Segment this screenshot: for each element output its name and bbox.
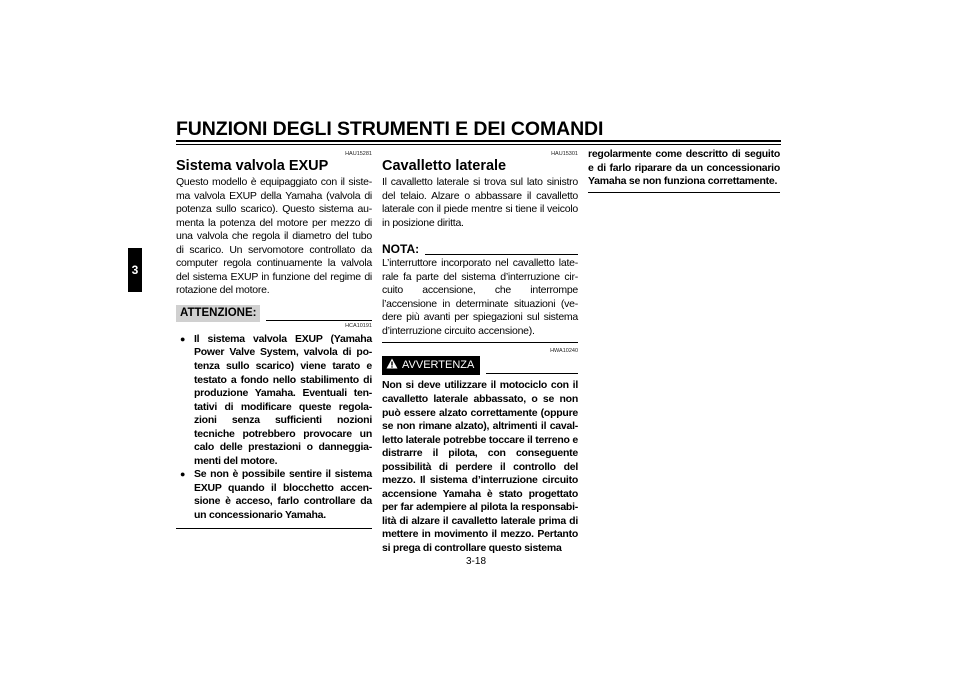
text-line: produzione Yamaha. Eventuali ten- (194, 387, 372, 400)
text-line: ma valvola EXUP della Yamaha (valvola di (176, 189, 372, 202)
text-line: una valvola che regola il diametro del tubo (176, 230, 372, 243)
text-line: Power Valve System, valvola di po- (194, 346, 372, 359)
header-rule (176, 140, 781, 142)
text-line: si prega di controllare questo sistema (382, 542, 562, 555)
text-line: dere più avanti per spiegazioni sul sistema (382, 311, 578, 324)
column-2 (382, 150, 578, 556)
text-line: in posizione diritta. (382, 216, 464, 229)
section-code: HAU15281 (345, 151, 372, 157)
nota-label: NOTA: (382, 242, 420, 257)
page-header-title: FUNZIONI DEGLI STRUMENTI E DEI COMANDI (176, 118, 604, 140)
text-line: un concessionario Yamaha. (194, 509, 326, 522)
list-item (176, 333, 372, 468)
attenzione-label: ATTENZIONE: (176, 305, 260, 322)
text-line: l’accensione in determinate situazioni (ve- (382, 297, 578, 310)
nota-heading (382, 238, 578, 256)
text-line: possibilità di perdere il controllo del (382, 460, 578, 473)
text-line: tenza sullo scarico) viene tarato e (194, 360, 372, 373)
text-line: Il cavalletto laterale si trova sul lato sinistro (382, 176, 578, 188)
nota-paragraph (382, 257, 578, 338)
text-line: rale fa parte del sistema d’interruzione cir- (382, 270, 578, 283)
page-number: 3-18 (466, 556, 487, 567)
attenzione-end-rule (176, 528, 372, 529)
bullet-icon: ● (180, 469, 186, 480)
text-line: L’interruttore incorporato nel cavalletto late- (382, 257, 578, 270)
text-line: e di farlo riparare da un concessionario (588, 161, 780, 174)
text-line: Se non è possibile sentire il sistema (194, 468, 372, 481)
exup-paragraph (176, 176, 372, 298)
avvertenza-code: HWA10240 (550, 348, 578, 355)
section-title-exup: Sistema valvola EXUP (176, 158, 329, 174)
text-line: regolarmente come descritto di seguito (588, 148, 780, 160)
attenzione-list (176, 333, 372, 523)
text-line: letto laterale potrebbe toccare il terreno (382, 433, 570, 446)
avvertenza-end-rule (588, 192, 780, 193)
avvertenza-continuation (588, 148, 780, 189)
bullet-text (194, 333, 372, 468)
text-line: Yamaha se non funziona correttamente. (588, 175, 778, 188)
attenzione-rule (266, 320, 372, 321)
text-line: menti del motore. (194, 454, 278, 467)
text-line: cuito accensione, che interrompe (382, 284, 578, 297)
text-line: può essere alzato correttamente (oppure (382, 406, 578, 419)
text-line: potenza sullo scarico). Questo sistema au- (176, 203, 372, 216)
section-code: HAU15301 (551, 151, 578, 157)
text-line: rotazione del motore. (176, 284, 270, 297)
text-line: d’interruzione circuito accensione). (382, 324, 535, 337)
avvertenza-rule (486, 373, 578, 374)
attenzione-heading (176, 304, 372, 322)
text-line: sione è acceso, farlo controllare da (194, 495, 372, 508)
text-line: mettere in movimento il mezzo. Pertanto (382, 528, 578, 541)
avvertenza-label-box (382, 356, 480, 375)
warning-triangle-icon (386, 358, 398, 373)
text-line: tecniche potrebbero provocare un (194, 427, 372, 440)
text-line: mezzo. Il sistema d’interruzione circuito (382, 474, 578, 487)
text-line: testato a fondo nello stabilimento di (194, 373, 372, 386)
text-line: tativi di modificare queste regola- (194, 400, 372, 413)
nota-end-rule (382, 342, 578, 343)
text-line: e distrarre il pilota, con conseguente (382, 433, 579, 460)
text-line: del sistema EXUP in funzione del regime di (176, 270, 372, 283)
attenzione-code: HCA10191 (345, 322, 372, 329)
avvertenza-heading (382, 357, 578, 375)
text-line: calo delle prestazioni o danneggia- (194, 441, 372, 454)
text-line: se non rimane alzato), altrimenti il caval- (382, 420, 578, 433)
text-line: zioni senza sufficienti nozioni (194, 414, 372, 427)
bullet-icon: ● (180, 333, 186, 344)
nota-rule (425, 254, 578, 255)
text-line: del telaio. Alzare o abbassare il cavalletto (382, 189, 578, 202)
text-line: menta la potenza del motore per mezzo di (176, 216, 372, 229)
cavalletto-paragraph (382, 176, 578, 230)
column-1 (176, 150, 372, 529)
bullet-text (194, 468, 372, 522)
text-line: cavalletto laterale abbassato, o se non (382, 393, 578, 406)
text-line: Non si deve utilizzare il motociclo con il (382, 379, 578, 392)
chapter-tab-label: 3 (131, 263, 139, 277)
text-line: per far adempiere al pilota la responsabi- (382, 501, 578, 514)
text-line: accensione Yamaha è stato progettato (382, 487, 578, 500)
text-line: Questo modello è equipaggiato con il siste- (176, 176, 372, 188)
text-line: Il sistema valvola EXUP (Yamaha (194, 332, 372, 345)
text-line: lità di alzare il cavalletto laterale prima di (382, 514, 578, 527)
list-item (176, 468, 372, 522)
text-line: computer regola continuamente la valvola (176, 257, 372, 270)
text-line: EXUP quando il blocchetto accen- (194, 481, 372, 494)
header-rule-thin (176, 144, 781, 145)
chapter-tab (128, 248, 142, 292)
column-3 (588, 148, 780, 193)
text-line: laterale con il piede mentre si tiene il veicolo (382, 203, 578, 216)
avvertenza-paragraph (382, 379, 578, 555)
avvertenza-label: AVVERTENZA (402, 359, 475, 372)
section-title-cavalletto: Cavalletto laterale (382, 158, 507, 174)
text-line: di scarico. Un servomotore controllato da (176, 243, 372, 256)
